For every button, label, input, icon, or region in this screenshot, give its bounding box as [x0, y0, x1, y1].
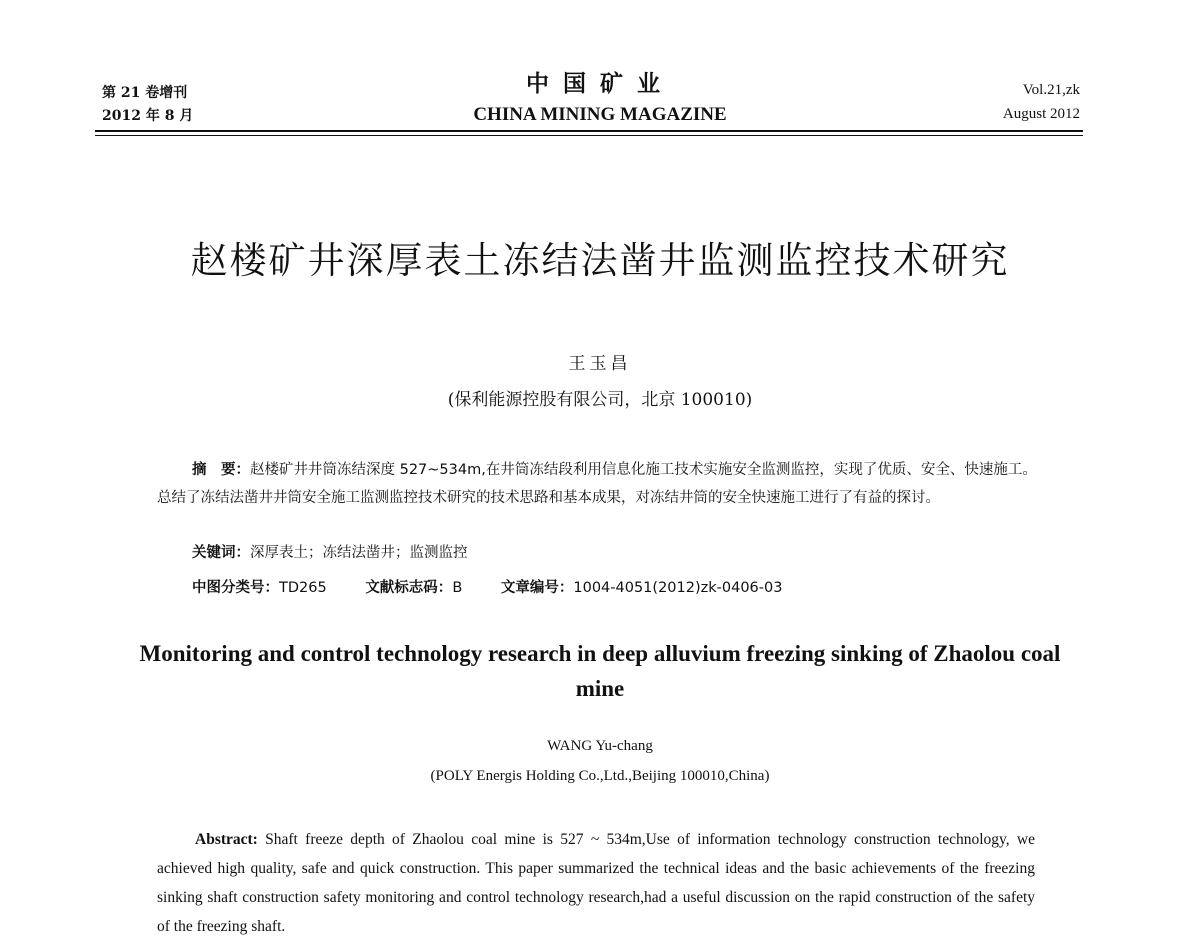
- publication-date-cn: 2012 年 8 月: [102, 108, 194, 124]
- abstract-en-label: Abstract:: [195, 831, 258, 848]
- clc-code: 中图分类号：TD265: [192, 580, 327, 596]
- abstract-en-text: Shaft freeze depth of Zhaolou coal mine is 527 ~ 534m,Use of information technology construction technology, we achieved high quality, safe and quick construction. This paper summarized the technical ideas and the basic achievements of the freezing sinking shaft construction safety monitoring and control technology research,had a useful discussion on the rapid construction of the safety of the freezing shaft.: [157, 831, 1035, 935]
- author-en: WANG Yu-chang: [547, 738, 653, 754]
- volume-en: Vol.21,zk: [1022, 82, 1080, 98]
- article-number: 文章编号：1004-4051(2012)zk-0406-03: [500, 580, 783, 596]
- abstract-cn-label: 摘 要：: [192, 462, 250, 478]
- abstract-en: [157, 825, 1035, 941]
- keywords-cn: [192, 541, 468, 562]
- header-rule-thick: [95, 130, 1083, 132]
- abstract-cn-text: 赵楼矿井井筒冻结深度 527~534m,在井筒冻结段利用信息化施工技术实施安全监测监控，实现了优质、安全、快速施工。总结了冻结法凿井井筒安全施工监测监控技术研究的技术思路和基本成果，对冻结井筒的安全快速施工进行了有益的探讨。: [157, 462, 1037, 506]
- paper-title-en: Monitoring and control technology research in deep alluvium freezing sinking of Zhaolou coal mine: [139, 641, 1061, 701]
- abstract-cn: [157, 456, 1037, 512]
- publication-date-en: August 2012: [1002, 106, 1080, 122]
- volume-issue: 第 21 卷增刊: [102, 85, 188, 101]
- header-rule-thin: [95, 135, 1083, 136]
- keywords-cn-text: 深厚表土；冻结法凿井；监测监控: [250, 545, 468, 561]
- journal-name-en: CHINA MINING MAGAZINE: [473, 104, 727, 125]
- document-code: 文献标志码：B: [365, 580, 463, 596]
- keywords-cn-label: 关键词：: [192, 545, 250, 561]
- classification-line: [192, 576, 816, 597]
- affiliation-cn: (保利能源控股有限公司，北京 100010): [447, 390, 753, 410]
- journal-volume-info-en: [1003, 78, 1080, 126]
- author-cn: 王玉昌: [568, 354, 632, 374]
- affiliation-en: (POLY Energis Holding Co.,Ltd.,Beijing 100010,China): [430, 768, 770, 784]
- paper-title-cn: 赵楼矿井深厚表土冻结法凿井监测监控技术研究: [190, 239, 1010, 282]
- journal-name-cn: 中国矿业: [526, 71, 674, 97]
